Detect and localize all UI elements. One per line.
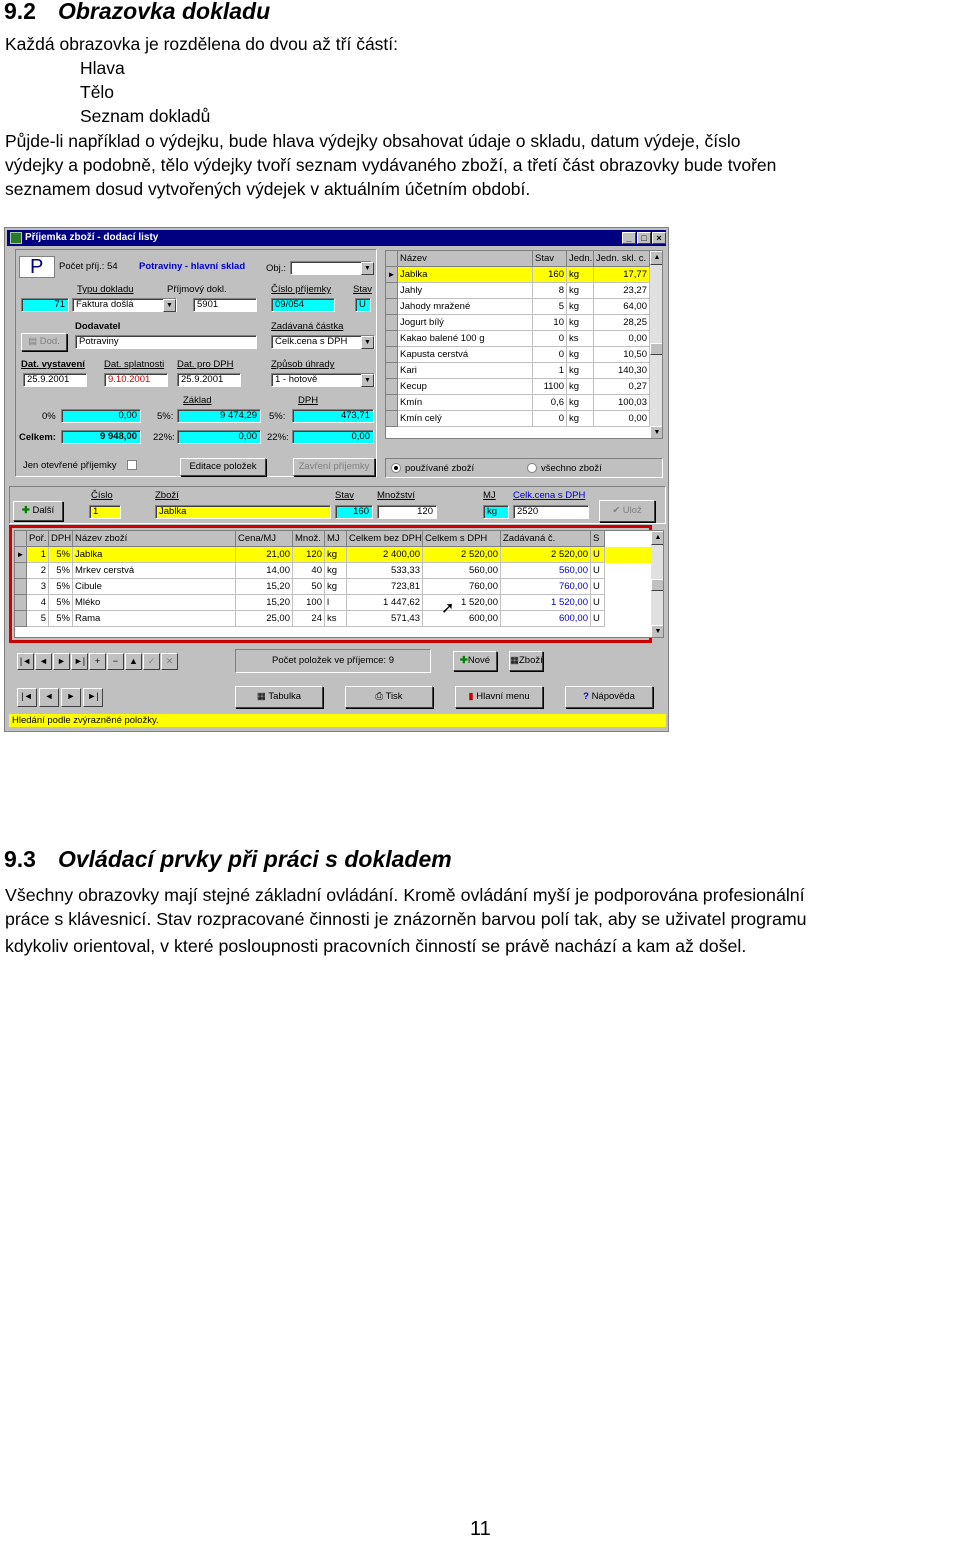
payment-method-select[interactable]: 1 - hotově	[271, 373, 375, 387]
intro-paragraph: Každá obrazovka je rozdělena do dvou až tří částí:	[5, 34, 399, 54]
goods-cell: Jablka	[398, 267, 533, 283]
vat-date-label: Dat. pro DPH	[177, 359, 234, 370]
vat-rate-22: 22%:	[267, 432, 289, 443]
maximize-button[interactable]: □	[637, 232, 651, 244]
chevron-down-icon[interactable]: ▼	[361, 262, 374, 275]
plus-icon: ✚	[459, 655, 468, 666]
issue-date-field[interactable]: 25.9.2001	[23, 373, 87, 387]
goods-row[interactable]	[386, 267, 650, 283]
prev-document-icon[interactable]: ◄	[39, 688, 59, 707]
item-cell: 2	[27, 563, 49, 579]
section-heading-9-2: 9.2 Obrazovka dokladu	[4, 0, 271, 24]
document-navigator	[17, 688, 107, 705]
goods-cell: Jogurt bílý	[398, 315, 533, 331]
due-date-label: Dat. splatnosti	[104, 359, 165, 370]
chevron-down-icon[interactable]: ▼	[163, 299, 176, 312]
goods-cell: 10	[533, 315, 567, 331]
row-indicator	[386, 283, 398, 299]
goods-col-unit[interactable]: Jedn.	[567, 251, 594, 267]
row-indicator	[15, 595, 27, 611]
state-field[interactable]: U	[355, 298, 371, 312]
items-col-order[interactable]: Poř.	[27, 531, 49, 547]
issue-date-label: Dat. vystavení	[21, 359, 85, 370]
total-field: 9 948,00	[61, 430, 141, 444]
goods-cell: 0	[533, 411, 567, 427]
app-icon	[10, 232, 22, 244]
item-cell: 1	[27, 547, 49, 563]
warehouse-name: Potraviny - hlavní sklad	[139, 261, 246, 272]
item-cell: 1 520,00	[423, 595, 501, 611]
row-indicator	[386, 315, 398, 331]
printer-icon: ⎙	[375, 691, 386, 702]
edit-items-button[interactable]: Editace položek	[180, 458, 266, 476]
item-row[interactable]	[15, 563, 651, 579]
item-cell: 560,00	[501, 563, 591, 579]
item-cell: kg	[325, 579, 347, 595]
goods-cell: Kmín celý	[398, 411, 533, 427]
radio-used-goods-label: používané zboží	[405, 463, 475, 474]
next-document-icon[interactable]: ►	[61, 688, 81, 707]
goods-cell: kg	[567, 315, 594, 331]
goods-cell: 1100	[533, 379, 567, 395]
items-col-name[interactable]: Název zboží	[73, 531, 236, 547]
table-button[interactable]: ▦ Tabulka	[235, 686, 323, 708]
row-indicator	[15, 579, 27, 595]
next-button[interactable]: ✚ Další	[13, 501, 63, 521]
goods-cell: Kapusta cerstvá	[398, 347, 533, 363]
entered-amount-select[interactable]: Celk.cena s DPH	[271, 335, 375, 349]
order-label: Obj.:	[266, 263, 287, 274]
item-cell: 4	[27, 595, 49, 611]
last-document-icon[interactable]: ►|	[83, 688, 103, 707]
income-doc-label: Příjmový dokl.	[167, 284, 227, 295]
supplier-field[interactable]: Potraviny	[75, 335, 257, 349]
goods-header-row	[386, 251, 663, 267]
goods-cell: kg	[567, 395, 594, 411]
app-window	[4, 227, 669, 732]
item-cell: 2 520,00	[501, 547, 591, 563]
entry-number-field[interactable]: 1	[89, 505, 121, 519]
row-indicator	[15, 611, 27, 627]
goods-cell: 0,00	[594, 411, 650, 427]
item-cell: 14,00	[236, 563, 293, 579]
goods-cell: 0,00	[594, 331, 650, 347]
list-item: Tělo	[80, 82, 115, 102]
goods-cell: 23,27	[594, 283, 650, 299]
door-icon: ▮	[468, 691, 477, 702]
goods-row[interactable]	[386, 411, 650, 427]
list-item: Hlava	[80, 58, 125, 78]
row-indicator	[386, 347, 398, 363]
vat-22-field: 0,00	[292, 430, 374, 444]
radio-all-goods[interactable]	[527, 463, 537, 473]
item-cell: 600,00	[423, 611, 501, 627]
item-cell: 120	[293, 547, 325, 563]
entry-goods-label: Zboží	[155, 490, 179, 501]
entry-stock-label: Stav	[335, 490, 355, 501]
item-cell: 21,00	[236, 547, 293, 563]
item-cell: ks	[325, 611, 347, 627]
goods-col-name[interactable]: Název	[398, 251, 533, 267]
vat-date-field[interactable]: 25.9.2001	[177, 373, 241, 387]
item-cell: 5%	[49, 547, 73, 563]
item-cell: Rama	[73, 611, 236, 627]
doc-type-select[interactable]: Faktura došlá	[72, 298, 177, 312]
list-item: Seznam dokladů	[80, 106, 211, 126]
item-row[interactable]	[15, 547, 651, 563]
item-cell: 5	[27, 611, 49, 627]
item-cell: 24	[293, 611, 325, 627]
item-cell: kg	[325, 547, 347, 563]
item-cell: U	[591, 563, 605, 579]
goods-cell: kg	[567, 347, 594, 363]
entry-price-field[interactable]: 2520	[513, 505, 589, 519]
first-record-icon[interactable]: |◄	[17, 653, 34, 670]
row-indicator	[386, 331, 398, 347]
goods-cell: 17,77	[594, 267, 650, 283]
radio-dot	[394, 466, 398, 470]
item-cell: 2 400,00	[347, 547, 423, 563]
item-cell: 1 520,00	[501, 595, 591, 611]
goods-cell: 28,25	[594, 315, 650, 331]
open-receipts-checkbox[interactable]	[127, 460, 137, 470]
radio-used-goods[interactable]	[391, 463, 401, 473]
goods-row[interactable]	[386, 331, 650, 347]
receipt-number-field[interactable]: 09/054	[271, 298, 335, 312]
goods-col-unit-price[interactable]: Jedn. skl. c.	[594, 251, 650, 267]
goods-scrollbar[interactable]	[650, 251, 663, 439]
item-cell: 15,20	[236, 595, 293, 611]
vat-rate-5: 5%:	[157, 411, 174, 422]
item-cell: 25,00	[236, 611, 293, 627]
goods-row[interactable]	[386, 283, 650, 299]
item-cell: U	[591, 579, 605, 595]
item-cell: 2 520,00	[423, 547, 501, 563]
item-cell: 533,33	[347, 563, 423, 579]
goods-col-stock[interactable]: Stav	[533, 251, 567, 267]
items-col-unit[interactable]: MJ	[325, 531, 347, 547]
goods-cell: Jahody mražené	[398, 299, 533, 315]
entry-price-label: Celk.cena s DPH	[513, 490, 586, 501]
entry-unit-label: MJ	[483, 490, 496, 501]
controls-paragraph-line: kdykoliv orientoval, v které posloupnosti pracovních činností se právě nachází a kam až došel.	[5, 936, 747, 956]
row-indicator	[386, 251, 398, 267]
entry-stock-field: 160	[335, 505, 373, 519]
base-22-field: 0,00	[177, 430, 261, 444]
goods-cell: 160	[533, 267, 567, 283]
item-cell: 5%	[49, 595, 73, 611]
next-record-icon[interactable]: ►	[53, 653, 70, 670]
vat-rate-5: 5%:	[269, 411, 286, 422]
close-button[interactable]: ×	[652, 232, 666, 244]
scroll-thumb[interactable]	[650, 343, 663, 355]
item-cell: 5%	[49, 611, 73, 627]
state-label: Stav	[353, 284, 373, 295]
item-cell: kg	[325, 563, 347, 579]
cancel-record-icon[interactable]: ✕	[161, 653, 178, 670]
page-number: 11	[470, 1518, 491, 1540]
row-indicator	[386, 395, 398, 411]
vat-rate-22: 22%:	[153, 432, 175, 443]
goods-cell: 10,50	[594, 347, 650, 363]
goods-cell: 5	[533, 299, 567, 315]
table-icon: ▦	[510, 655, 519, 666]
body-paragraph-line: Půjde-li například o výdejku, bude hlava výdejky obsahovat údaje o skladu, datum výdeje, číslo	[5, 131, 741, 151]
goods-cell: Kakao balené 100 g	[398, 331, 533, 347]
prev-record-icon[interactable]: ◄	[35, 653, 52, 670]
minimize-button[interactable]: _	[622, 232, 636, 244]
save-button[interactable]: ✔ Ulož	[599, 500, 655, 522]
entry-number-label: Číslo	[91, 490, 113, 501]
close-receipt-button[interactable]: Zavření příjemky	[293, 458, 375, 476]
goods-row[interactable]	[386, 395, 650, 411]
goods-cell: kg	[567, 379, 594, 395]
radio-all-goods-label: všechno zboží	[541, 463, 602, 474]
vat-rate-0: 0%	[42, 411, 56, 422]
help-button[interactable]: ? Nápověda	[565, 686, 653, 708]
question-icon: ?	[583, 691, 592, 702]
card-icon: ▤	[28, 336, 40, 347]
item-cell: l	[325, 595, 347, 611]
items-col-vat[interactable]: DPH	[49, 531, 73, 547]
goods-cell: Jahly	[398, 283, 533, 299]
goods-cell: Kmín	[398, 395, 533, 411]
item-cell: Cibule	[73, 579, 236, 595]
checkmark-icon: ✔	[612, 505, 623, 516]
items-col-unit-price[interactable]: Cena/MJ	[236, 531, 293, 547]
controls-paragraph-line: práce s klávesnicí. Stav rozpracované činnosti je znázorněn barvou polí tak, aby se uživatel programu	[5, 909, 807, 929]
goods-cell: Kecup	[398, 379, 533, 395]
item-count-display: Počet položek ve příjemce: 9	[235, 649, 431, 673]
goods-cell: 0	[533, 347, 567, 363]
title-bar: Příjemka zboží - dodací listy _ □ ×	[7, 230, 666, 246]
goods-row[interactable]	[386, 379, 650, 395]
entry-unit-field: kg	[483, 505, 509, 519]
mouse-pointer-icon: ➚	[441, 600, 455, 617]
edit-record-icon[interactable]: ▲	[125, 653, 142, 670]
row-indicator	[386, 379, 398, 395]
items-col-total-vat[interactable]: Celkem s DPH	[423, 531, 501, 547]
item-cell: U	[591, 611, 605, 627]
entry-quantity-field[interactable]: 120	[377, 505, 437, 519]
item-cell: Mléko	[73, 595, 236, 611]
post-record-icon[interactable]: ✓	[143, 653, 160, 670]
goods-cell: 0,6	[533, 395, 567, 411]
doc-type-code[interactable]: 71	[21, 298, 69, 312]
item-cell: 5%	[49, 563, 73, 579]
first-document-icon[interactable]: |◄	[17, 688, 37, 707]
goods-cell: kg	[567, 283, 594, 299]
entry-quantity-label: Množství	[377, 490, 416, 501]
goods-cell: kg	[567, 363, 594, 379]
item-cell: 760,00	[423, 579, 501, 595]
item-row[interactable]	[15, 611, 651, 627]
goods-cell: 140,30	[594, 363, 650, 379]
item-cell: Mrkev cerstvá	[73, 563, 236, 579]
table-icon: ▦	[256, 691, 269, 702]
vat-label: DPH	[298, 395, 319, 406]
item-cell: 100	[293, 595, 325, 611]
goods-cell: 0,27	[594, 379, 650, 395]
item-cell: 560,00	[423, 563, 501, 579]
entered-amount-label: Zadávaná částka	[271, 321, 344, 332]
goods-cell: kg	[567, 299, 594, 315]
item-cell: 40	[293, 563, 325, 579]
new-button[interactable]: ✚Nové	[453, 651, 497, 671]
items-col-qty[interactable]: Množ.	[293, 531, 325, 547]
payment-method-label: Způsob úhrady	[271, 359, 335, 370]
scroll-up-icon[interactable]: ▲	[650, 251, 663, 265]
row-indicator	[386, 411, 398, 427]
row-indicator	[15, 563, 27, 579]
row-indicator	[386, 363, 398, 379]
goods-row[interactable]	[386, 363, 650, 379]
items-col-total-no-vat[interactable]: Celkem bez DPH	[347, 531, 423, 547]
doc-type-label: Typu dokladu	[77, 284, 134, 295]
chevron-down-icon[interactable]: ▼	[361, 374, 374, 387]
goods-row[interactable]	[386, 347, 650, 363]
goods-cell: kg	[567, 411, 594, 427]
item-cell: Jablka	[73, 547, 236, 563]
receipt-count: Počet příj.: 54	[59, 261, 118, 272]
section-heading-9-3: 9.3 Ovládací prvky při práci s dokladem	[4, 846, 452, 872]
goods-cell: 100,03	[594, 395, 650, 411]
document-type-logo: P	[19, 256, 55, 278]
items-col-entered[interactable]: Zadávaná č.	[501, 531, 591, 547]
item-cell: 5%	[49, 579, 73, 595]
goods-cell: 0	[533, 331, 567, 347]
row-indicator	[15, 531, 27, 547]
goods-row[interactable]	[386, 315, 650, 331]
items-header-row	[15, 531, 664, 547]
scroll-thumb[interactable]	[651, 579, 664, 591]
delete-record-icon[interactable]: −	[107, 653, 124, 670]
item-navigator	[17, 653, 179, 670]
status-bar: Hledání podle zvýrazněné položky.	[9, 714, 666, 727]
supplier-button[interactable]: ▤ Dod.	[21, 333, 67, 351]
goods-cell: kg	[567, 267, 594, 283]
item-cell: 600,00	[501, 611, 591, 627]
total-label: Celkem:	[19, 432, 56, 443]
entry-goods-field[interactable]: Jablka	[155, 505, 331, 519]
item-cell: 1 447,62	[347, 595, 423, 611]
goods-cell: 1	[533, 363, 567, 379]
base-0-field: 0,00	[61, 409, 141, 423]
item-cell: 15,20	[236, 579, 293, 595]
scroll-down-icon[interactable]: ▼	[650, 426, 663, 439]
goods-cell: ks	[567, 331, 594, 347]
chevron-down-icon[interactable]: ▼	[361, 336, 374, 349]
plus-icon: ✚	[21, 505, 33, 516]
items-scrollbar[interactable]	[651, 531, 664, 638]
order-field[interactable]	[290, 261, 372, 275]
print-button[interactable]: ⎙ Tisk	[345, 686, 433, 708]
item-cell: U	[591, 595, 605, 611]
row-indicator	[386, 299, 398, 315]
item-cell: 723,81	[347, 579, 423, 595]
controls-paragraph-line: Všechny obrazovky mají stejné základní ovládání. Kromě ovládání myší je podporována profesionální	[5, 885, 805, 905]
item-row[interactable]	[15, 579, 651, 595]
open-receipts-label: Jen otevřené příjemky	[23, 460, 117, 471]
items-col-state[interactable]: S	[591, 531, 605, 547]
body-paragraph-line: výdejky a podobně, tělo výdejky tvoří seznam vydávaného zboží, a třetí část obrazovky bude tvořen	[5, 155, 777, 175]
due-date-field[interactable]: 9.10.2001	[104, 373, 168, 387]
item-cell: U	[591, 547, 605, 563]
goods-button[interactable]: ▦Zboží	[509, 651, 543, 671]
receipt-number-label: Číslo příjemky	[271, 284, 332, 295]
last-record-icon[interactable]: ►|	[71, 653, 88, 670]
current-row-icon: ►	[15, 547, 27, 563]
base-5-field: 9 474,29	[177, 409, 261, 423]
insert-record-icon[interactable]: +	[89, 653, 106, 670]
item-cell: 571,43	[347, 611, 423, 627]
goods-cell: Kari	[398, 363, 533, 379]
base-label: Základ	[183, 395, 212, 406]
item-cell: 50	[293, 579, 325, 595]
supplier-label: Dodavatel	[75, 321, 121, 332]
goods-cell: 8	[533, 283, 567, 299]
goods-grid	[385, 250, 663, 439]
current-row-icon: ►	[386, 267, 398, 283]
main-menu-button[interactable]: ▮ Hlavní menu	[455, 686, 543, 708]
scroll-down-icon[interactable]: ▼	[651, 625, 664, 638]
body-paragraph-line: seznamem dosud vytvořených výdejek v aktuálním účetním období.	[5, 179, 531, 199]
item-row[interactable]	[15, 595, 651, 611]
goods-cell: 64,00	[594, 299, 650, 315]
item-cell: 760,00	[501, 579, 591, 595]
scroll-up-icon[interactable]: ▲	[651, 531, 664, 545]
goods-row[interactable]	[386, 299, 650, 315]
income-doc-field[interactable]: 5901	[193, 298, 257, 312]
item-cell: 3	[27, 579, 49, 595]
vat-5-field: 473,71	[292, 409, 374, 423]
items-grid	[14, 530, 664, 638]
